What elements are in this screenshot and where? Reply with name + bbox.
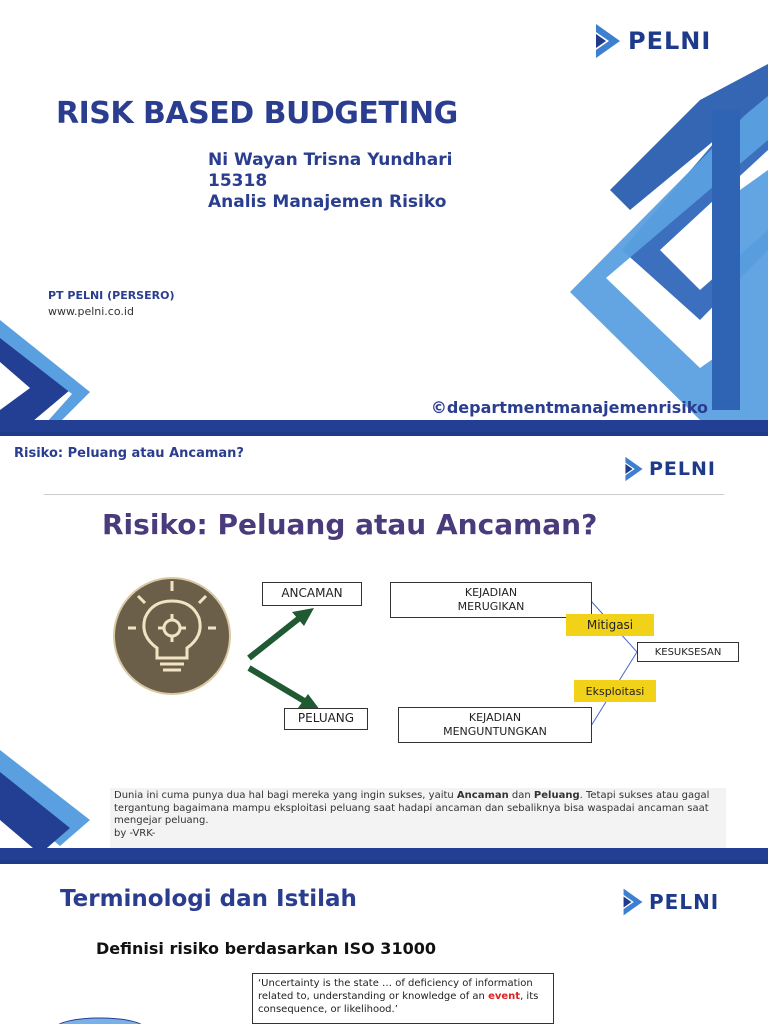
opportunity-label: PELUANG [297,711,355,726]
company-name: PT PELNI (PERSERO) [48,289,175,302]
copyright-text: ©departmentmanajemenrisiko [430,398,708,417]
slide2-decoration [0,750,110,860]
author-id: 15318 [208,171,268,191]
loss-event-line1: KEJADIAN [464,585,518,599]
iso-definition-box [252,973,554,1024]
mitigation-tag: Mitigasi [566,614,654,636]
vrk-quote [110,788,726,848]
slide-title: Terminologi dan Istilah [60,886,357,912]
exploitation-tag: Eksploitasi [574,680,656,702]
threat-box: ANCAMAN [262,582,362,606]
author-name: Ni Wayan Trisna Yundhari [208,150,453,170]
pelni-logo-text: PELNI [628,27,712,55]
gain-event-line2: MENGUNTUNGKAN [443,725,547,738]
slide-title: Risiko: Peluang atau Ancaman? [102,508,598,541]
iso-quote-part2: , its consequence, or likelihood.’ [258,991,539,1015]
title-slide [0,0,768,432]
pelni-logo [622,886,719,918]
slide3-decoration [40,1014,200,1024]
slide1-decoration [0,0,768,432]
quote-part1: Dunia ini cuma punya dua hal bagi mereka yang ingin sukses, yaitu [114,790,457,801]
deco-vertical-bar [712,110,740,410]
definition-heading: Definisi risiko berdasarkan ISO 31000 [96,939,436,958]
author-course: Analis Manajemen Risiko [208,192,447,212]
quote-author: by -VRK- [114,827,156,839]
pelni-logo-text: PELNI [649,890,720,914]
slide2-bottom-bar [0,848,768,860]
quote-bold-opportunity: Peluang [533,790,580,801]
slide-header: Risiko: Peluang atau Ancaman? [14,446,244,461]
gain-event-line1: KEJADIAN [468,710,522,724]
loss-event-box [390,582,592,618]
quote-part2: dan [508,790,534,801]
quote-bold-threat: Ancaman [456,790,509,801]
branch-arrows [249,616,306,702]
iso-quote-part1: ‘Uncertainty is the state … of deficiency of information related to, understanding or knowledge of an [258,978,533,1002]
pelni-logo-icon [594,22,622,60]
success-box: KESUKSESAN [637,642,739,662]
iso-quote-event: event [488,991,521,1002]
presentation-title: RISK BASED BUDGETING [56,96,458,131]
quote-part3: . Tetapi sukses atau gagal tergantung bagaimana mampu eksploitasi peluang saat hadapi ancaman dan sebaliknya bisa waspadai ancaman saat mengejar peluang. [114,790,710,826]
terminology-slide [0,864,768,1024]
pelni-logo [594,22,711,60]
risk-slide [0,436,768,860]
opportunity-box [284,708,368,730]
deco-bottom-bar [0,420,768,432]
gain-event-box [398,707,592,743]
company-website[interactable]: www.pelni.co.id [48,305,134,318]
loss-event-line2: MERUGIKAN [457,600,525,613]
pelni-logo-text: PELNI [649,458,716,480]
pelni-logo-icon [622,886,644,918]
